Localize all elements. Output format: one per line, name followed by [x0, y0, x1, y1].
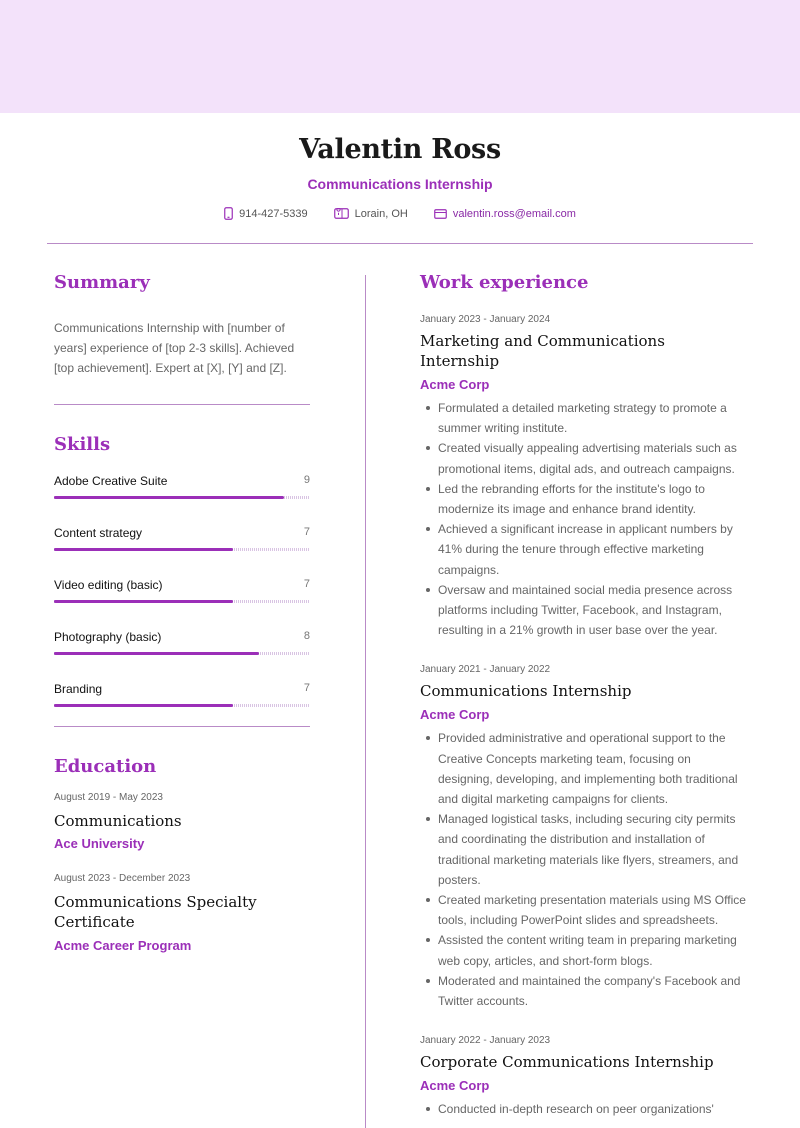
bullet-item: Moderated and maintained the company's Facebook and Twitter accounts.: [420, 971, 746, 1011]
skills-list: [54, 474, 310, 734]
skill-level-value: 8: [303, 630, 310, 642]
experience-company: Acme Corp: [420, 377, 490, 392]
skill-name: Adobe Creative Suite: [54, 474, 168, 488]
skill-level-value: 7: [303, 682, 310, 694]
experience-company: Acme Corp: [420, 1078, 490, 1094]
education-item: [54, 873, 310, 953]
education-school: Ace University: [54, 836, 145, 851]
location-text: Lorain, OH: [354, 207, 408, 220]
skill-bar-track: [54, 704, 310, 707]
education-school: Acme Career Program: [54, 938, 192, 953]
bullet-item: Managed logistical tasks, including securing city permits and coordinating the distribution and installation of traditional marketing materials like flyers, streamers, and posters.: [420, 809, 746, 890]
map-icon: [334, 208, 349, 219]
bullet-item: Formulated a detailed marketing strategy to promote a summer writing institute.: [420, 398, 746, 438]
skill-bar-track: [54, 652, 310, 655]
summary-heading: Summary: [54, 272, 150, 293]
header-divider: [47, 243, 753, 244]
experience-item: [420, 664, 746, 1011]
bullet-item: Created visually appealing advertising materials such as promotional items, digital ads, and outreach campaigns.: [420, 438, 746, 478]
skills-heading: Skills: [54, 434, 111, 455]
bullet-item: Oversaw and maintained social media presence across platforms including Twitter, Facebook, and Instagram, resulting in a 21% growth in user base over the year.: [420, 580, 746, 641]
bullet-item: Provided administrative and operational support to the Creative Concepts marketing team, focusing on designing, developing, and implementing both traditional and digital marketing campaigns for clients.: [420, 728, 746, 809]
skill-bar-track: [54, 600, 310, 603]
experience-heading: Work experience: [420, 272, 589, 293]
skill-name: Branding: [54, 682, 103, 696]
phone-icon: [224, 207, 233, 220]
experience-bullets: [420, 398, 746, 640]
education-heading: Education: [54, 756, 157, 777]
skill-bar-track: [54, 548, 310, 551]
bullet-item: Created marketing presentation materials using MS Office tools, including PowerPoint slides and spreadsheets.: [420, 890, 746, 930]
bullet-item: Led the rebranding efforts for the institute's logo to modernize its image and enhance brand identity.: [420, 479, 746, 519]
summary-text: Communications Internship with [number of years] experience of [top 2-3 skills]. Achieved [top achievement]. Expert at [X], [Y] and [Z].: [54, 321, 295, 375]
contact-location: [334, 207, 408, 220]
contact-email[interactable]: [434, 207, 576, 220]
skill-level-value: 7: [303, 526, 310, 538]
candidate-role: Communications Internship: [307, 176, 493, 192]
right-column: [420, 272, 746, 1119]
experience-title: Communications Internship: [420, 682, 632, 701]
education-date: August 2019 - May 2023: [54, 792, 163, 803]
mail-icon: [434, 209, 447, 219]
skill-name: Content strategy: [54, 526, 143, 540]
skill-item: [54, 474, 310, 526]
email-link[interactable]: valentin.ross@email.com: [452, 207, 576, 220]
skill-bar-fill: [54, 548, 233, 551]
experience-item: [420, 1035, 746, 1119]
skill-bar-track: [54, 496, 310, 499]
contact-row: [0, 207, 800, 220]
education-item: [54, 792, 310, 851]
skill-name: Video editing (basic): [54, 578, 163, 592]
skill-item: [54, 526, 310, 578]
experience-date: January 2021 - January 2022: [420, 664, 551, 676]
experience-title: Corporate Communications Internship: [420, 1053, 714, 1072]
experience-bullets: [420, 728, 746, 1011]
skill-bar-fill: [54, 600, 233, 603]
bullet-item: Achieved a significant increase in applicant numbers by 41% during the tenure through effective marketing campaigns.: [420, 519, 746, 580]
summary-divider: [54, 404, 310, 405]
skill-item: [54, 630, 310, 682]
phone-text: 914-427-5339: [239, 207, 308, 220]
skill-item: [54, 578, 310, 630]
bullet-item: Conducted in-depth research on peer organizations': [420, 1099, 746, 1119]
skill-bar-fill: [54, 704, 233, 707]
education-degree: Communications Specialty Certificate: [54, 893, 257, 931]
education-date: August 2023 - December 2023: [54, 873, 191, 884]
education-degree: Communications: [54, 812, 182, 830]
skill-bar-fill: [54, 496, 284, 499]
experience-date: January 2023 - January 2024: [420, 314, 551, 325]
skill-level-value: 7: [303, 578, 310, 590]
skill-item: [54, 682, 310, 734]
candidate-name: Valentin Ross: [299, 134, 501, 165]
bullet-item: Assisted the content writing team in preparing marketing web copy, articles, and short-form blogs.: [420, 930, 746, 970]
skill-level-value: 9: [303, 474, 310, 486]
left-column: [54, 272, 310, 953]
experience-item: [420, 314, 746, 640]
skill-bar-fill: [54, 652, 259, 655]
experience-company: Acme Corp: [420, 707, 490, 723]
header-band: [0, 0, 800, 113]
contact-phone: [224, 207, 308, 220]
skill-name: Photography (basic): [54, 630, 162, 644]
experience-title: Marketing and Communications Internship: [420, 332, 665, 370]
experience-bullets: [420, 1099, 746, 1119]
experience-date: January 2022 - January 2023: [420, 1035, 551, 1047]
column-divider: [365, 275, 366, 1128]
